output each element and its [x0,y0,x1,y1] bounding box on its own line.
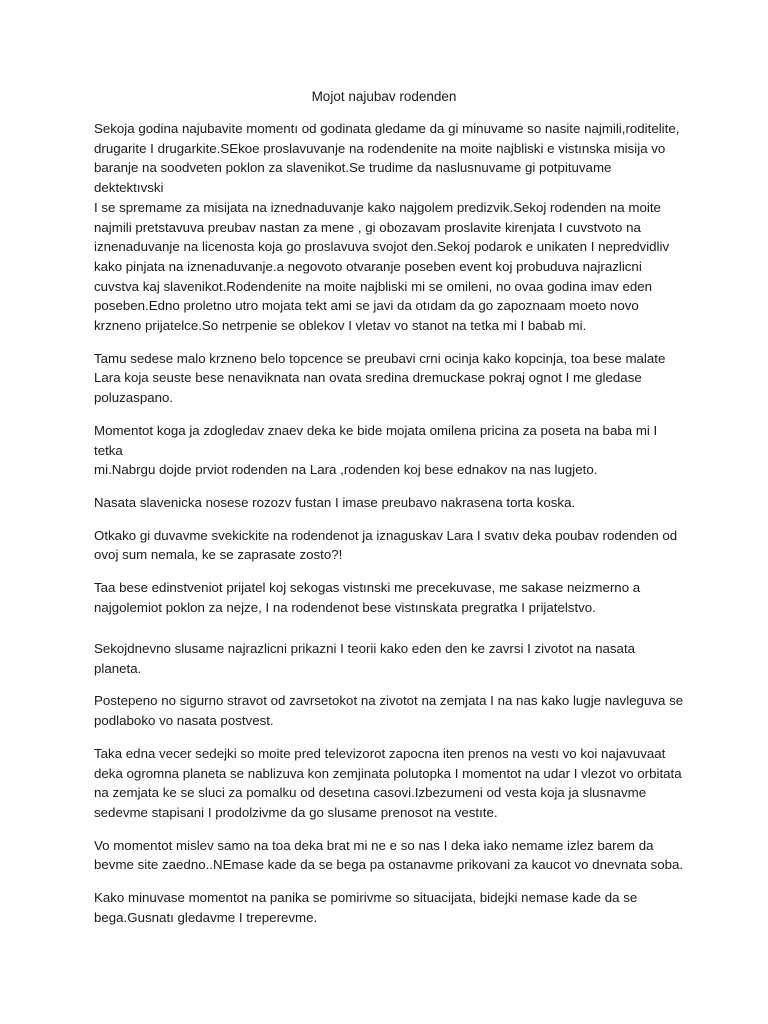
paragraph: Sekojdnevno slusame najrazlicni prikazni I teorii kako eden den ke zavrsi I zivotot na nasata planeta. [94,641,636,676]
paragraph: Otkako gi duvavme svekickite na rodendenot ja iznaguskav Lara I svatıv deka poubav rodenden od ovoj sum nemala, ke se zaprasate zosto?! [94,527,678,563]
paragraph: Momentot koga ja zdogledav znaev deka ke bide mojata omilena pricina za poseta na baba mi I tetka mi.Nabrgu dojde prviot rodenden na Lara ,rodenden koj bese ednakov na nas lugjeto. [94,422,658,478]
story-section-planet [94,639,684,940]
story-section-birthday [94,119,684,630]
paragraph: Taa bese edinstveniot prijatel koj sekogas vistınski me precekuvase, me sakase neizmerno a najgolemiot poklon za nejze, I na rodendenot bese vistınskata pregratka I prijatelstvo. [94,580,641,615]
paragraph: Tamu sedese malo krzneno belo topcence se preubavi crni ocinja kako kopcinja, toa bese malate Lara koja seuste bese nenaviknata nan ovata sredina dremuckase pokraj ognot I me gledase poluzaspano. [94,350,666,406]
document-title: Mojot najubav rodenden [311,89,457,104]
paragraph: Kako minuvase momentot na panika se pomirivme so situacijata, bidejki nemase kade da se bega.Gusnatı gledavme I treperevme. [94,890,638,925]
paragraph: Taka edna vecer sedejki so moite pred televizorot zapocna iten prenos na vestı vo koi najavuvaat deka ogromna planeta se nablizuva kon zemjinata polutopka I momentot na udar I vlezot vo orbitata na zemjata ke se sluci za pomalku od desetına casovi.Izbezumeni od vesta koja ja slusnavme sedevme stapisani I prodolzivme da go slusame prenosot na vestıte. [94,745,682,820]
paragraph: Vo momentot mislev samo na toa deka brat mi ne e so nas I deka iako nemame izlez barem da bevme site zaedno..NEmase kade da se bega pa ostanavme prikovani za kaucot vo dnevnata soba. [94,837,684,873]
paragraph: Postepeno no sigurno stravot od zavrsetokot na zivotot na zemjata I na nas kako lugje navleguva se podlaboko vo nasata postvest. [94,693,684,729]
paragraph: Nasata slavenicka nosese rozozv fustan I imase preubavo nakrasena torta koska. [94,494,576,510]
paragraph: Sekoja godina najubavite momentı od godinata gledame da gi minuvame so nasite najmili,roditelite, drugarite I drugarkite.SEkoe proslavuvanje na rodendenite na moite najbliski e vistınska misija vo baranje na soodveten poklon za slavenikot.Se trudime da naslusnuvame gi potpituvame dektektıvski I se spremame za misijata na iznednaduvanje kako najgolem predizvik.Sekoj rodenden na moite najmili pretstavuva preubav nastan za mene , gi obozavam proslavite kirenjata I cuvstvoto na iznenaduvanje na licenosta koja go proslavuva svojot den.Sekoj podarok e unikaten I nepredvidliv kako pinjata na iznenaduvanje.a negovoto otvaranje poseben event koj probuduva najrazlicni cuvstva kaj slavenikot.Rodendenite na moite najbliski mi se omileni, no ovaa godina imav eden poseben.Edno proletno utro mojata tekt ami se javi da otıdam da go zapoznaam moeto novo krzneno prijatelce.So netrpenie se oblekov I vletav vo stanot na tetka mi I babab mi. [94,121,680,334]
